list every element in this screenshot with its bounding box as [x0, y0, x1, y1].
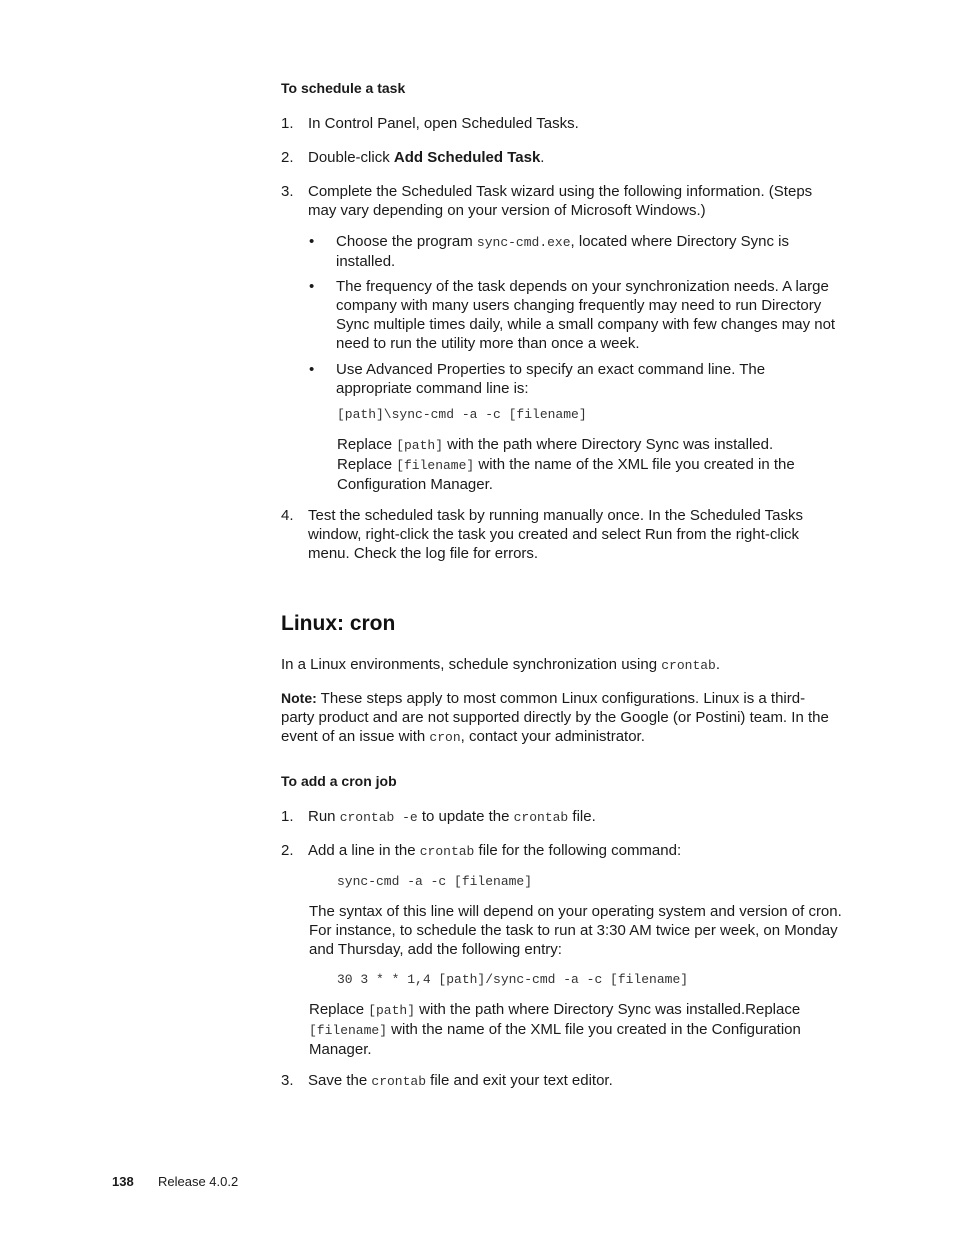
syntax-paragraph: The syntax of this line will depend on your operating system and version of cron. For instance, to schedule the task to run at 3:30 AM twice per week, on Monday and Thursday, add the following entry: [309, 903, 842, 958]
text-run: file. [568, 808, 596, 825]
step-text: Complete the Scheduled Task wizard using the following information. (Steps may vary depending on your version of Microsoft Windows.) [308, 183, 813, 219]
step-3 [281, 182, 841, 220]
step-text [308, 148, 841, 167]
inline-code: cron [429, 730, 461, 745]
code-command-line: [path]\sync-cmd -a -c [filename] [337, 407, 587, 422]
step-text: In Control Panel, open Scheduled Tasks. [308, 115, 579, 132]
inline-code: [path] [368, 1003, 416, 1018]
procedure-heading-cron: To add a cron job [281, 773, 397, 789]
text-run: Run [308, 808, 340, 825]
step-number: 3. [281, 1072, 294, 1089]
text-run: Replace [337, 456, 397, 473]
step-number: 2. [281, 149, 294, 166]
procedure-heading-schedule: To schedule a task [281, 80, 406, 96]
bullet-glyph: • [309, 361, 315, 378]
inline-code: crontab [513, 810, 569, 825]
text-run: with the path where Directory Sync was installed.Replace [415, 1001, 801, 1018]
replace-instructions [337, 435, 842, 494]
step-4 [281, 506, 841, 563]
text-run: to update the [417, 808, 514, 825]
page-number: 138 [112, 1174, 134, 1189]
text-run: , located where Directory Sync is installed. [336, 233, 789, 270]
release-label: Release 4.0.2 [158, 1174, 239, 1189]
inline-code: [filename] [309, 1023, 388, 1038]
cron-step-3 [281, 1071, 841, 1091]
bullet-item [309, 232, 844, 271]
text-run: . [715, 656, 721, 673]
text-run: with the name of the XML file you created in the Configuration Manager. [337, 456, 795, 493]
text-run: Replace [309, 1001, 369, 1018]
text-run: Double-click [308, 149, 394, 166]
linux-intro [281, 655, 841, 675]
text-run: Save the [308, 1072, 372, 1089]
replace-line [337, 435, 842, 455]
step-1 [281, 114, 841, 133]
text-run: with the path where Directory Sync was installed. [443, 436, 774, 453]
bullet-text: The frequency of the task depends on your synchronization needs. A large company with many users changing frequently may need to run Directory Sync multiple times daily, while a small company with few changes may not need to run the utility more than once a week. [336, 278, 836, 352]
inline-code: [path] [396, 438, 444, 453]
text-run: Replace [337, 436, 397, 453]
step-number: 1. [281, 115, 294, 132]
text-run: file for the following command: [474, 842, 682, 859]
step-number: 3. [281, 183, 294, 200]
inline-code: crontab [371, 1074, 426, 1089]
cron-replace-paragraph [309, 1000, 834, 1059]
step-number: 4. [281, 507, 294, 524]
text-run: . [540, 149, 545, 166]
step-2 [281, 148, 841, 167]
bullet-glyph: • [309, 278, 315, 295]
inline-code: crontab [419, 844, 475, 859]
step-number: 1. [281, 808, 294, 825]
note-label: Note: [281, 690, 317, 706]
code-command-sync: sync-cmd -a -c [filename] [337, 874, 533, 889]
text-run: These steps apply to most common Linux configurations. Linux is a third-party product and are not supported directly by the Google (or Postini) team. In the event of an issue with [281, 690, 829, 745]
step-number: 2. [281, 842, 294, 859]
text-run: , contact your administrator. [460, 728, 645, 745]
text-run: file and exit your text editor. [426, 1072, 613, 1089]
replace-line [337, 455, 842, 494]
ui-label-bold: Add Scheduled Task [393, 149, 541, 166]
text-run: with the name of the XML file you created in the Configuration Manager. [309, 1021, 801, 1058]
note-paragraph [281, 689, 829, 747]
bullet-item [309, 360, 844, 398]
bullet-glyph: • [309, 233, 315, 250]
step-text [308, 807, 841, 827]
text-run: In a Linux environments, schedule synchronization using [281, 656, 662, 673]
step-text: Test the scheduled task by running manually once. In the Scheduled Tasks window, right-click the task you created and select Run from the right-click menu. Check the log file for errors. [308, 507, 804, 562]
step-text [308, 841, 841, 861]
bullet-item [309, 277, 844, 353]
bullet-text: Use Advanced Properties to specify an exact command line. The appropriate command line is: [336, 361, 766, 397]
inline-code: crontab -e [339, 810, 418, 825]
section-heading-linux-cron: Linux: cron [281, 612, 396, 635]
text-run: Add a line in the [308, 842, 420, 859]
inline-code: crontab [661, 658, 716, 673]
text-run: Choose the program [336, 233, 477, 250]
inline-code: [filename] [396, 458, 475, 473]
cron-step-1 [281, 807, 841, 827]
code-cron-entry: 30 3 * * 1,4 [path]/sync-cmd -a -c [filename] [337, 972, 689, 987]
inline-code: sync-cmd.exe [476, 235, 571, 250]
step-text [308, 1071, 841, 1091]
cron-step-2 [281, 841, 841, 861]
bullet-text [336, 232, 844, 271]
